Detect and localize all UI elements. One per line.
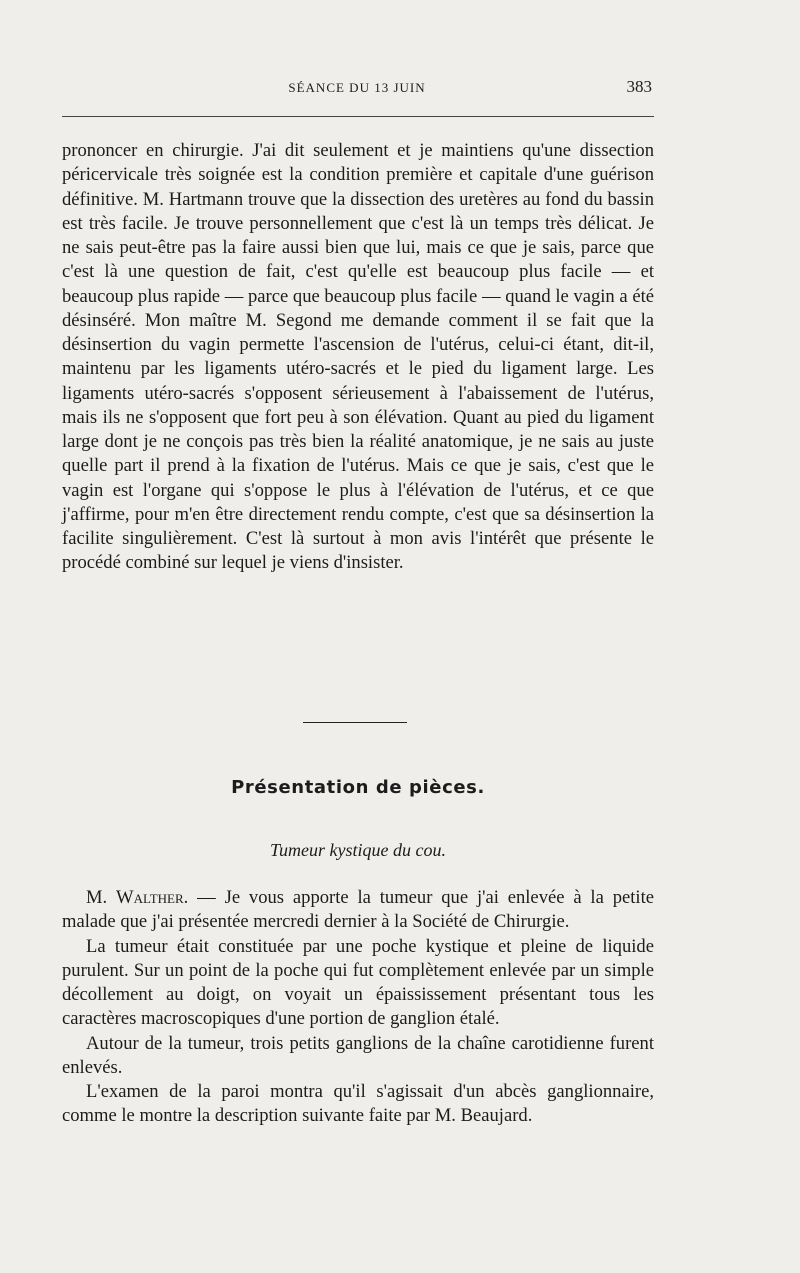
header-rule <box>62 116 654 117</box>
section-title: Présentation de pièces. <box>231 777 485 798</box>
running-title: SÉANCE DU 13 JUIN <box>288 80 426 95</box>
running-header <box>62 77 652 100</box>
page-number: 383 <box>626 77 652 96</box>
speaker-statement: — Je vous apporte la tumeur que j'ai enlevée à la petite malade que j'ai présentée mercredi dernier à la Société de Chirurgie. <box>62 887 654 933</box>
paragraph-ganglions: Autour de la tumeur, trois petits ganglions de la chaîne carotidienne furent enlevés. <box>62 1032 654 1078</box>
text-block-continuation <box>62 139 654 576</box>
paragraph-speaker <box>62 886 654 935</box>
paragraph-tumor-description: La tumeur était constituée par une poche kystique et pleine de liquide purulent. Sur un point de la poche qui fut complètement enlevée par un simple décollement au doigt, on voyait un épaississement présentant tous les caractères macroscopiques d'une portion de ganglion étalé. <box>62 935 654 1030</box>
section-subtitle: Tumeur kystique du cou. <box>270 840 446 860</box>
speaker-prefix: M. <box>86 887 108 908</box>
paragraph-continued: prononcer en chirurgie. J'ai dit seulement et je maintiens qu'une dissection péricervicale très soignée est la condition première et capitale d'une guérison définitive. M. Hartmann trouve que la dissection des uretères au fond du bassin est très facile. Je trouve personnellement que c'est là un temps très délicat. Je ne sais peut-être pas la faire aussi bien que lui, mais ce que je sais, parce que c'est là une question de fait, c'est qu'elle est beaucoup plus facile — et beaucoup plus rapide — parce que beaucoup plus facile — quand le vagin a été désinséré. Mon maître M. Segond me demande comment il se fait que la désinsertion du vagin permette l'ascension de l'utérus, celui-ci étant, dit-il, maintenu par les ligaments utéro-sacrés et le pied du ligament large. Les ligaments utéro-sacrés s'opposent sérieusement à l'abaissement de l'utérus, mais ils ne s'opposent que fort peu à son élévation. Quant au pied du ligament large dont je ne conçois pas très bien la réalité anatomique, je ne sais au juste quelle part il prend à la fixation de l'utérus. Mais ce que je sais, c'est que le vagin est l'organe qui s'oppose le plus à l'élévation de l'utérus, et ce que j'affirme, pour m'en être directement rendu compte, c'est que sa désinsertion la facilite singulièrement. C'est là surtout à mon avis l'intérêt que présente le procédé combiné sur lequel je viens d'insister. <box>62 140 654 574</box>
paragraph-examination: L'examen de la paroi montra qu'il s'agissait d'un abcès ganglionnaire, comme le montre la description suivante faite par M. Beaujard. <box>62 1081 654 1127</box>
section-separator-rule <box>303 722 407 723</box>
speaker-name: Walther. <box>116 887 189 908</box>
text-block-presentation <box>62 886 654 1129</box>
